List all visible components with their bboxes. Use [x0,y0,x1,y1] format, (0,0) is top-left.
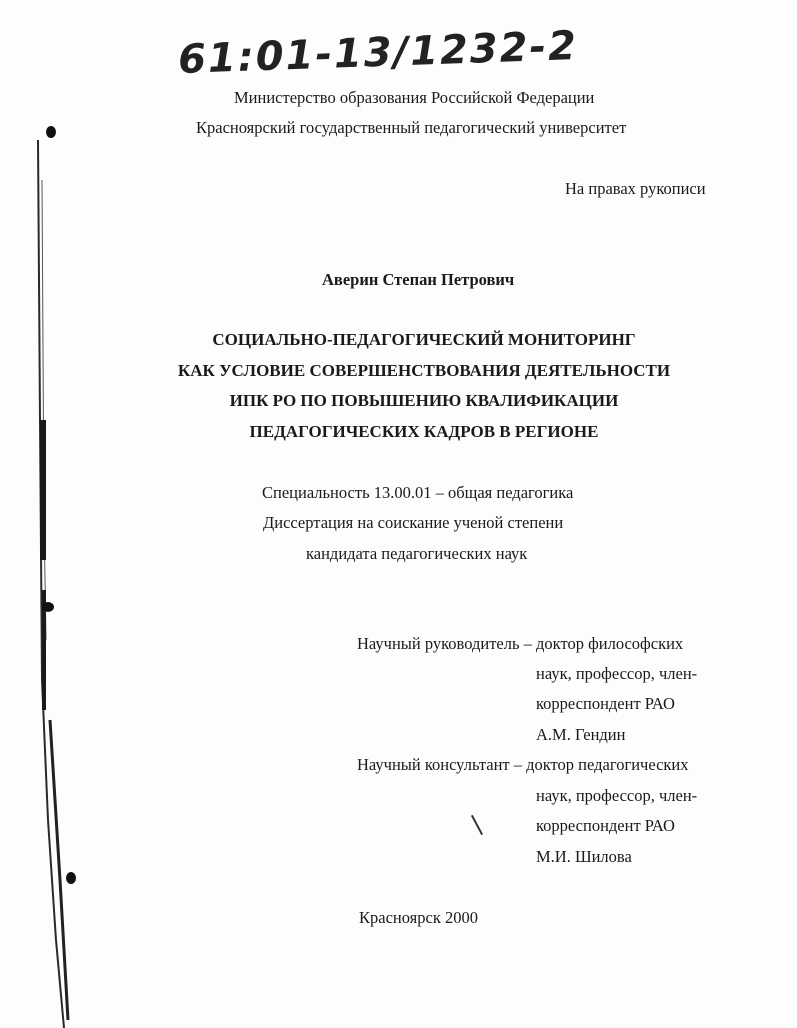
supervisor-line-1: Научный руководитель – доктор философских [357,634,684,653]
supervisor-line-2: наук, профессор, член- [536,664,698,683]
stray-mark [471,815,483,835]
title-line-3: ИПК РО ПО ПОВЫШЕНИЮ КВАЛИФИКАЦИИ [229,391,619,410]
degree-line: кандидата педагогических наук [306,544,528,563]
consultant-line-3: корреспондент РАО [536,816,675,835]
university-line: Красноярский государственный педагогический университет [196,118,627,137]
consultant-name: М.И. Шилова [536,847,632,866]
archive-number-handwritten: 61:01-13/1232-2 [177,23,579,83]
title-line-4: ПЕДАГОГИЧЕСКИХ КАДРОВ В РЕГИОНЕ [249,422,599,441]
consultant-line-1: Научный консультант – доктор педагогических [357,755,689,774]
scan-dot [42,602,54,612]
consultant-line-2: наук, профессор, член- [536,786,698,805]
scan-dot [66,872,76,884]
city-year: Красноярск 2000 [359,908,478,927]
title-line-2: КАК УСЛОВИЕ СОВЕРШЕНСТВОВАНИЯ ДЕЯТЕЛЬНОСТИ [177,361,671,380]
ministry-line: Министерство образования Российской Федерации [234,88,595,107]
scan-dot [46,126,56,138]
dissertation-line: Диссертация на соискание ученой степени [263,513,564,532]
title-line-1: СОЦИАЛЬНО-ПЕДАГОГИЧЕСКИЙ МОНИТОРИНГ [212,330,636,349]
manuscript-rights: На правах рукописи [565,179,706,198]
specialty-line: Специальность 13.00.01 – общая педагогика [262,483,574,502]
supervisor-line-3: корреспондент РАО [536,694,675,713]
supervisor-name: А.М. Гендин [536,725,626,744]
scan-edge-artifact [34,120,74,1028]
author-name: Аверин Степан Петрович [322,270,515,289]
